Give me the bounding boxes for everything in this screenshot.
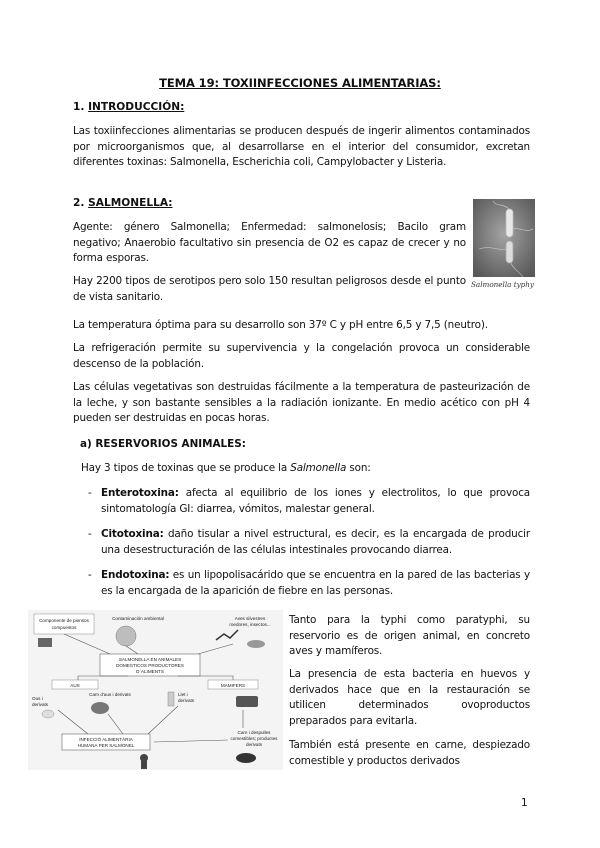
salmonella-agent-paragraph: Agente: género Salmonella; Enfermedad: salmonelosis; Bacilo gram negativo; Anaerobio facultativo sin presencia de O2 es capaz de crecer y no forma esporas. bbox=[73, 221, 466, 265]
rodent-icon bbox=[247, 640, 265, 648]
wild-label-1: Aves silvestres bbox=[234, 616, 266, 621]
intro-paragraph: Las toxiinfecciones alimentarias se producen después de ingerir alimentos contaminados por microorganismos que, al desarrollarse en el interior del consumidor, excretan diferentes toxinas: Salmonella, Escherichia coli, Campylobacter y Listeria. bbox=[73, 125, 530, 169]
toxin-desc: es un lipopolisacárido que se encuentra en la pared de las bacterias y es la encargada de la aparición de fiebre en las personas. bbox=[101, 569, 530, 597]
feed-label-1: Componente de piensos bbox=[39, 618, 89, 623]
temperature-paragraph: La temperatura óptima para su desarrollo son 37º C y pH entre 6,5 y 7,5 (neutro). bbox=[73, 319, 488, 331]
micrograph-caption: Salmonella typhy bbox=[471, 280, 534, 289]
person-icon bbox=[140, 754, 148, 762]
toxin-desc: daño tisular a nivel estructural, es decir, es la encargada de producir una desestructuración de las células intestinales provocando diarrea. bbox=[101, 528, 530, 556]
aus-label: AUS bbox=[70, 683, 80, 688]
poultry-icon bbox=[91, 702, 109, 714]
ous-label-1: Ous i bbox=[32, 696, 43, 701]
list-dash: - bbox=[88, 569, 92, 582]
list-item bbox=[88, 527, 530, 558]
toxin-name: Endotoxina: bbox=[101, 569, 170, 582]
salmonella-number: 2. bbox=[73, 197, 85, 209]
ous-label-2: derivats bbox=[32, 702, 49, 707]
toxin-types-intro bbox=[81, 462, 371, 474]
list-item bbox=[88, 568, 530, 599]
feed-label-2: compuestos bbox=[51, 625, 77, 630]
meat-label-1: Carn i despulles bbox=[237, 730, 271, 735]
toxin-intro-after: son: bbox=[346, 462, 371, 474]
wild-label-2: roedores, insectos... bbox=[229, 622, 271, 627]
typhi-paragraph: Tanto para la typhi como paratyphi, su reservorio es de origen animal, en concreto aves y mamíferos. bbox=[289, 614, 530, 658]
salmonella-micrograph bbox=[473, 199, 535, 277]
intro-number: 1. bbox=[73, 101, 85, 113]
toxin-desc: afecta al equilibrio de los iones y electrolitos, lo que provoca sintomatología GI: diarrea, vómitos, malestar general. bbox=[101, 487, 530, 515]
reservoir-diagram bbox=[28, 610, 283, 770]
intro-heading-text: INTRODUCCIÓN: bbox=[88, 101, 185, 113]
meat-paragraph: También está presente en carne, despiezado comestible y productos derivados bbox=[289, 739, 530, 767]
intro-heading bbox=[73, 101, 184, 113]
milk-label-2: derivats bbox=[178, 698, 195, 703]
toxin-name: Citotoxina: bbox=[101, 528, 164, 541]
toxin-intro-italic: Salmonella bbox=[290, 462, 347, 474]
poultry-label: Carn d'aus i derivats bbox=[89, 692, 131, 697]
center-label-3: D´ALIMENTS bbox=[136, 669, 164, 674]
vegetative-cells-paragraph: Las células vegetativas son destruidas fácilmente a la temperatura de pasteurización de la leche, y son bastante sensibles a la radiación ionizante. En medio acético con pH 4 pueden ser destruidas en pocas horas. bbox=[73, 381, 530, 425]
milk-icon bbox=[168, 692, 174, 706]
meat-label-2: comestibles; productes bbox=[230, 736, 278, 741]
refrigeration-paragraph: La refrigeración permite su supervivencia y la congelación provoca un considerable descenso de la población. bbox=[73, 342, 530, 370]
mamifers-label: MAMIFERS bbox=[220, 683, 246, 688]
env-label: Contaminación ambiental bbox=[112, 616, 164, 621]
meat-label-3: derivats bbox=[245, 742, 263, 747]
list-item bbox=[88, 486, 530, 517]
feed-icon bbox=[38, 638, 52, 647]
list-dash: - bbox=[88, 528, 92, 541]
meat-icon bbox=[236, 753, 256, 763]
bacteria-image bbox=[473, 199, 535, 277]
cow-icon bbox=[236, 696, 258, 707]
toxin-intro-before: Hay 3 tipos de toxinas que se produce la bbox=[81, 462, 291, 474]
feed-box bbox=[34, 614, 94, 634]
eggs-paragraph: La presencia de esta bacteria en huevos y derivados hace que en la restauración se utilicen determinados ovoproductos preparados para evitarla. bbox=[289, 668, 530, 727]
milk-label-1: Llet i bbox=[178, 692, 188, 697]
toxin-name: Enterotoxina: bbox=[101, 487, 179, 499]
center-label-1: SALMONELLA EN ANIMALES bbox=[118, 657, 182, 662]
egg-icon bbox=[42, 710, 54, 718]
salmonella-heading bbox=[73, 197, 172, 209]
reservoirs-heading: a) RESERVORIOS ANIMALES: bbox=[80, 438, 246, 450]
list-dash: - bbox=[88, 487, 92, 499]
serotypes-paragraph: Hay 2200 tipos de serotipos pero solo 150 resultan peligrosos desde el punto de vista sanitario. bbox=[73, 275, 466, 303]
page-title: TEMA 19: TOXIINFECCIONES ALIMENTARIAS: bbox=[159, 76, 441, 90]
center-label-2: DOMESTICOS PRODUCTORES bbox=[116, 663, 184, 668]
page-number: 1 bbox=[521, 797, 528, 809]
infection-label-1: INFECCIÓ ALIMENTÀRIA bbox=[79, 737, 133, 742]
infection-label-2: HUMANA PER SALMONEL bbox=[77, 743, 135, 748]
environment-icon bbox=[116, 626, 136, 646]
toxin-list bbox=[88, 486, 530, 610]
salmonella-heading-text: SALMONELLA: bbox=[88, 197, 173, 209]
